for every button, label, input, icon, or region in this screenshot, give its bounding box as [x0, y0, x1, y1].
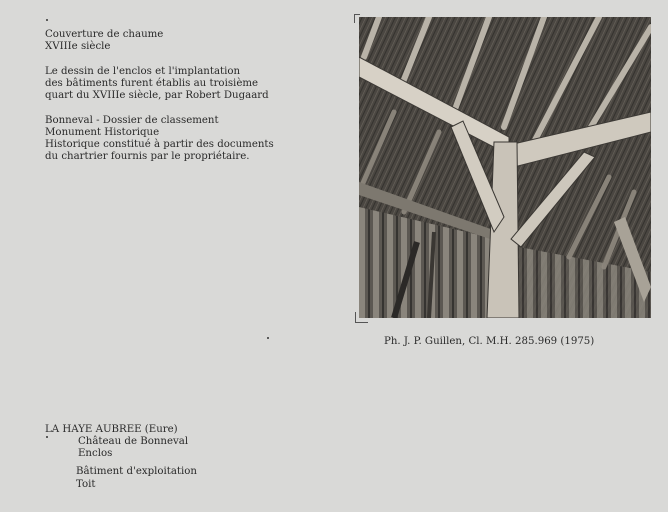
- commune-label: LA HAYE AUBREE (Eure): [45, 424, 178, 435]
- element-label: Toit: [76, 479, 96, 490]
- dossier-line-4: du chartrier fournis par le propriétaire.: [45, 151, 250, 162]
- photo-corner-mark-top: [354, 14, 360, 23]
- bullet-dot: [46, 436, 48, 438]
- description-line: Couverture de chaume: [45, 29, 164, 40]
- dossier-line-2: Monument Historique: [45, 127, 160, 138]
- photo-credit: Ph. J. P. Guillen, Cl. M.H. 285.969 (1975): [384, 336, 595, 347]
- history-line-1: Le dessin de l'enclos et l'implantation: [45, 66, 241, 77]
- history-line-2: des bâtiments furent établis au troisième: [45, 78, 259, 89]
- roof-timber-photo: [359, 17, 651, 318]
- building-label: Château de Bonneval: [78, 436, 189, 447]
- roof-structure-drawing: [359, 17, 651, 318]
- date-line: XVIIIe siècle: [45, 41, 111, 52]
- sub-building-label: Bâtiment d'exploitation: [76, 466, 197, 477]
- history-line-3: quart du XVIIIe siècle, par Robert Dugaard: [45, 90, 269, 101]
- bullet-dot: [46, 19, 48, 21]
- dossier-line-3: Historique constitué à partir des documents: [45, 139, 274, 150]
- dossier-line-1: Bonneval - Dossier de classement: [45, 115, 219, 126]
- photo-corner-mark-bottom: [355, 312, 368, 323]
- stray-dot: [267, 337, 269, 339]
- part-label: Enclos: [78, 448, 113, 459]
